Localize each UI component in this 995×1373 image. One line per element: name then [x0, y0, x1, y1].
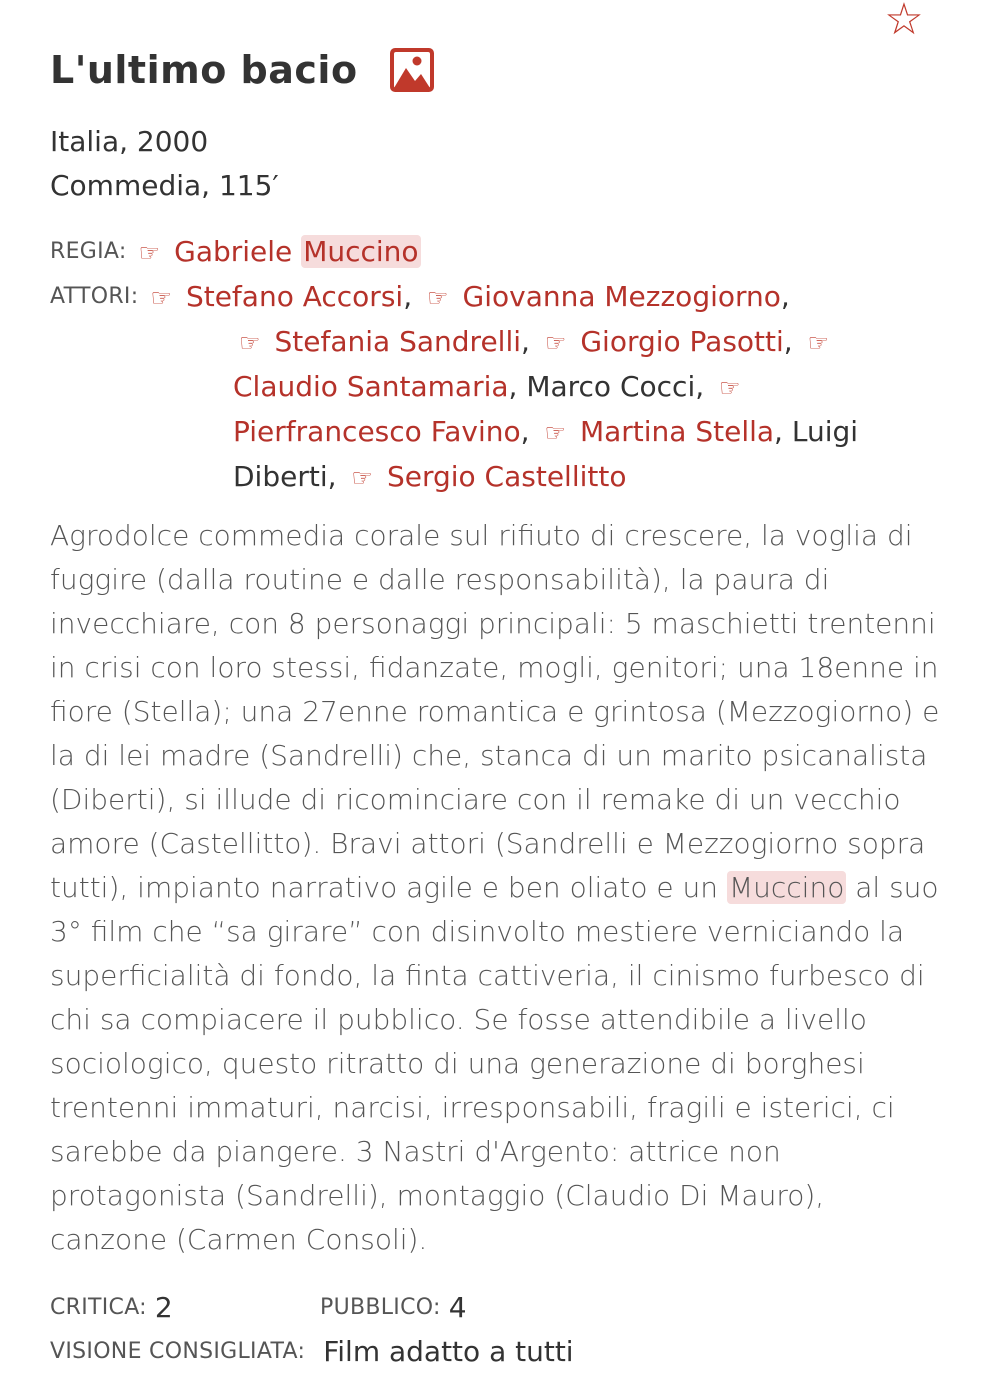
- cast-row: ATTORI: ☞ Stefano Accorsi, ☞ Giovanna Mezzogiorno,: [50, 275, 950, 320]
- title-row: [50, 40, 434, 100]
- pointing-hand-icon: ☞: [351, 464, 373, 492]
- favorite-star-icon[interactable]: ☆: [884, 0, 924, 45]
- pubblico-label: PUBBLICO:: [320, 1294, 441, 1320]
- pointing-hand-icon: ☞: [138, 239, 161, 267]
- pubblico-value: 4: [448, 1290, 467, 1324]
- film-meta: [50, 120, 279, 208]
- image-icon[interactable]: [390, 48, 434, 92]
- plot-description: [50, 514, 950, 1262]
- director-link[interactable]: [174, 235, 420, 268]
- visione-label: VISIONE CONSIGLIATA:: [50, 1338, 306, 1364]
- visione-value: Film adatto a tutti: [323, 1334, 574, 1368]
- pointing-hand-icon: ☞: [150, 284, 172, 312]
- actor-link[interactable]: Giorgio Pasotti: [580, 325, 784, 358]
- ratings-row: [50, 1285, 950, 1329]
- pointing-hand-icon: ☞: [719, 374, 741, 402]
- pointing-hand-icon: ☞: [807, 329, 830, 357]
- critica-label: CRITICA:: [50, 1294, 147, 1320]
- actor-link[interactable]: Giovanna Mezzogiorno: [462, 280, 781, 313]
- plot-text-after: al suo 3° film che “sa girare” con disinvolto mestiere verniciando la superficialità di fondo, la finta cattiveria, il cinismo furbesco di chi sa compiacere il pubblico. Se fosse attendibile a livello sociologico, questo ritratto di una generazione di borghesi trentenni immaturi, narcisi, irresponsabili, fragili e isterici, ci sarebbe da piangere. 3 Nastri d'Argento: attrice non protagonista (Sandrelli), montaggio (Claudio Di Mauro), canzone (Carmen Consoli).: [50, 871, 939, 1256]
- actor-link[interactable]: Sergio Castellitto: [386, 460, 627, 493]
- visione-row: [50, 1329, 950, 1373]
- attori-label: ATTORI:: [50, 284, 139, 309]
- plot-text-before: Agrodolce commedia corale sul rifiuto di crescere, la voglia di fuggire (dalla routine e dalle responsabilità), la paura di invecchiare, con 8 personaggi principali: 5 maschietti trentenni in crisi con loro stessi, fidanzate, mogli, genitori; una 18enne in fiore (Stella); una 27enne romantica e grintosa (Mezzogiorno) e la di lei madre (Sandrelli) che, stanca di un marito psicanalista (Diberti), si illude di ricominciare con il remake di un vecchio amore (Castellitto). Bravi attori (Sandrelli e Mezzogiorno sopra tutti), impianto narrativo agile e ben oliato e un: [50, 519, 940, 904]
- plot-highlight: Muccino: [728, 871, 845, 904]
- director-row: [50, 230, 950, 275]
- pointing-hand-icon: ☞: [544, 329, 567, 357]
- director-last-name-highlight: Muccino: [303, 235, 419, 268]
- actor-name: Luigi Diberti: [233, 415, 859, 493]
- cast-continuation: ☞ Stefania Sandrelli, ☞ Giorgio Pasotti, ☞Claudio Santamaria, Marco Cocci, ☞Pierfrancesco Favino, ☞ Martina Stella, Luigi Diberti, ☞ Sergio Castellitto: [50, 320, 933, 500]
- actor-link[interactable]: Stefano Accorsi: [185, 280, 404, 313]
- pointing-hand-icon: ☞: [427, 284, 449, 312]
- country-year: Italia, 2000: [50, 125, 209, 158]
- film-title: L'ultimo bacio: [50, 48, 358, 92]
- actor-link[interactable]: Pierfrancesco Favino: [233, 415, 521, 448]
- actor-link[interactable]: Claudio Santamaria: [233, 370, 509, 403]
- genre-duration: Commedia, 115′: [50, 169, 279, 202]
- actor-link[interactable]: Martina Stella: [579, 415, 775, 448]
- ratings: [50, 1285, 950, 1373]
- director-first-name: Gabriele: [174, 235, 293, 268]
- credits: [50, 230, 950, 500]
- pointing-hand-icon: ☞: [544, 419, 566, 447]
- actor-name: Marco Cocci: [526, 370, 696, 403]
- actor-link[interactable]: Stefania Sandrelli: [274, 325, 522, 358]
- pubblico-group: [320, 1285, 467, 1329]
- critica-value: 2: [154, 1290, 173, 1324]
- regia-label: REGIA:: [50, 239, 127, 264]
- pointing-hand-icon: ☞: [239, 329, 261, 357]
